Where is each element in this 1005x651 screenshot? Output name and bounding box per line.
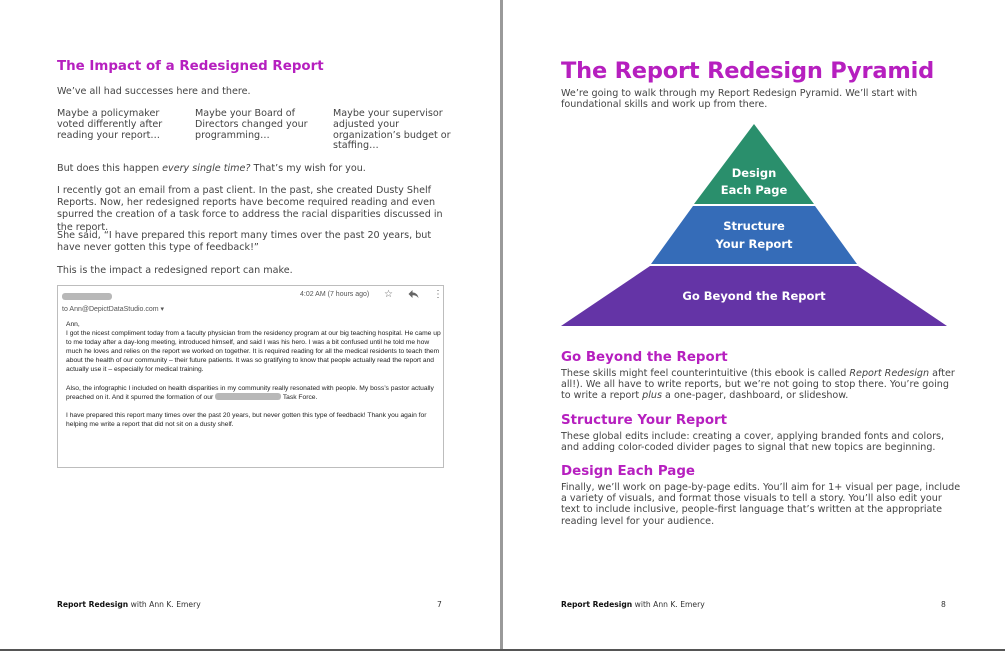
reply-icon[interactable] xyxy=(408,289,419,302)
email-paragraph: Also, the infographic I included on health disparities in my community really resonated with people. My boss’s pastor actually preached on it. And it spurred the formation of our Task Force. xyxy=(66,384,434,401)
report-redesign-pyramid xyxy=(561,121,947,328)
email-greeting: Ann, xyxy=(66,321,80,328)
email-body xyxy=(66,320,441,438)
section-text-design: Finally, we’ll work on page-by-page edits. You’ll aim for 1+ visual per page, include a variety of visuals, and format those visuals to tell a story. You’ll also edit your text to include inclusive, people-first language that’s written at the appropriate reading level for your audience. xyxy=(561,482,961,527)
impact-paragraph: This is the impact a redesigned report can make. xyxy=(57,265,293,276)
pyramid-middle-label: Your Report xyxy=(715,237,793,251)
section-heading-structure: Structure Your Report xyxy=(561,413,728,428)
email-paragraph: I got the nicest compliment today from a faculty physician from the residency program at our big teaching hospital. He came up to me today after a day-long meeting, introduced himself, and said I was his hero. I was a bit confused until he told me how much he loves and relies on the report we worked on together. It is required reading for all the medical residents to teach them about the health of our community – their future patients. It was so gratifying to know that people actually read the report and actually use it – especially for medical training. xyxy=(66,330,441,374)
pyramid-middle-tier xyxy=(651,206,857,264)
pyramid-middle-label: Structure xyxy=(723,219,785,233)
page-7 xyxy=(0,0,500,649)
maybe-board: Maybe your Board of Directors changed your programming… xyxy=(195,108,308,141)
page-number: 7 xyxy=(437,600,442,609)
section-text-structure: These global edits include: creating a cover, applying branded fonts and colors, and adding color-coded divider pages to signal that new topics are beginning. xyxy=(561,431,945,454)
redacted-text xyxy=(215,393,281,400)
email-screenshot xyxy=(57,285,444,468)
pyramid-top-label: Each Page xyxy=(720,183,788,197)
star-icon[interactable]: ☆ xyxy=(384,289,393,300)
wish-paragraph: But does this happen every single time? That’s my wish for you. xyxy=(57,163,366,174)
email-paragraph: I have prepared this report many times over the past 20 years, but never gotten this type of feedback! Thank you again for helping me write a report that did not sit on a dusty shelf. xyxy=(66,411,427,428)
email-time: 4:02 AM (7 hours ago) xyxy=(300,291,370,298)
page-footer: Report Redesign with Ann K. Emery xyxy=(561,600,705,609)
section-heading-design: Design Each Page xyxy=(561,464,696,479)
page-title: The Impact of a Redesigned Report xyxy=(57,59,324,74)
intro-text: We’ve all had successes here and there. xyxy=(57,86,251,97)
email-recipient: to Ann@DepictDataStudio.com ▾ xyxy=(62,306,165,313)
page-number: 8 xyxy=(941,600,946,609)
maybe-policymaker: Maybe a policymaker voted differently after reading your report… xyxy=(57,108,163,141)
page-footer: Report Redesign with Ann K. Emery xyxy=(57,600,201,609)
client-paragraph: I recently got an email from a past client. In the past, she created Dusty Shelf Reports. Now, her redesigned reports have become required reading and even spurred the creation of a task force to address the racial disparities discussed in the report. xyxy=(57,185,443,233)
redacted-sender xyxy=(62,293,112,300)
section-heading-go-beyond: Go Beyond the Report xyxy=(561,350,728,365)
page-title: The Report Redesign Pyramid xyxy=(561,58,935,84)
maybe-supervisor: Maybe your supervisor adjusted your organization’s budget or staffing… xyxy=(333,108,451,152)
pyramid-top-label: Design xyxy=(731,166,777,180)
quote-paragraph: She said, “I have prepared this report many times over the past 20 years, but have never gotten this type of feedback!” xyxy=(57,230,432,254)
page-8 xyxy=(503,0,1005,649)
intro-text: We’re going to walk through my Report Redesign Pyramid. We’ll start with foundational skills and work up from there. xyxy=(561,88,918,110)
section-text-go-beyond: These skills might feel counterintuitive (this ebook is called Report Redesign after all!). We all have to write reports, but we’re not going to stop there. You’re going to write a report plus a one-pager, dashboard, or slideshow. xyxy=(561,368,955,402)
more-vert-icon[interactable]: ⋮ xyxy=(433,289,443,300)
pyramid-bottom-label: Go Beyond the Report xyxy=(682,289,826,303)
